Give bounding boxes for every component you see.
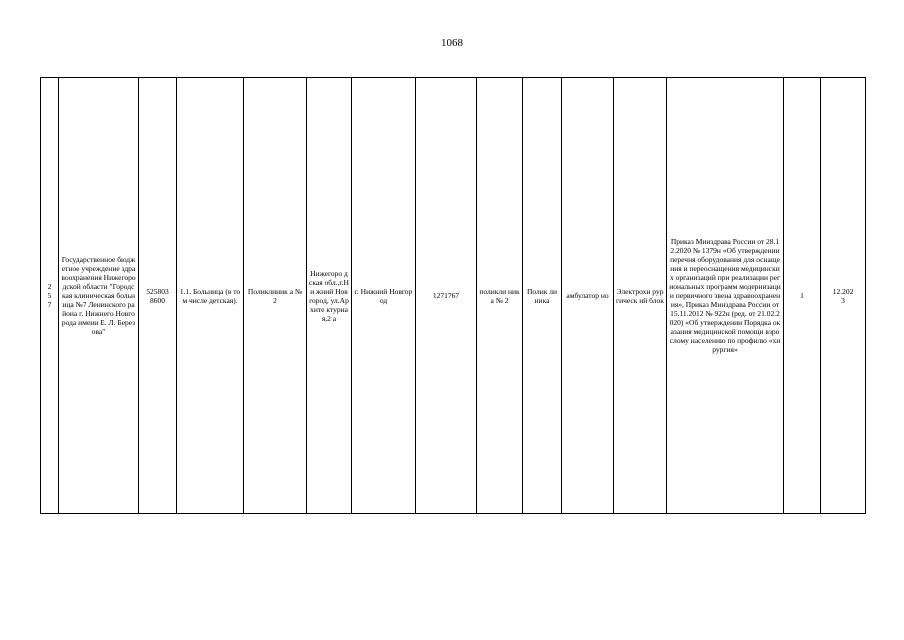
conditions-cell: амбулатор но — [562, 78, 614, 514]
page-number: 1068 — [441, 37, 463, 49]
basis-cell: Приказ Минздрава России от 28.12.2020 № 1379н «Об утверждении перечня оборудования для оснащения и переоснащения медицинских организаций при реализации региональных программ модернизации первичного звена здравоохранения», Приказ Минздрава России от 15.11.2012 № 922н (ред. от 21.02.2020) «Об утверждении Порядка оказания медицинской помощи взрослому населению по профилю «хирургия» — [667, 78, 784, 514]
date-cell: 12.202 3 — [821, 78, 866, 514]
category-cell: 1.1. Больница (в том числе детская). — [177, 78, 244, 514]
address-cell: Нижегоро дская обл.,г.Ни жний Новгород, ул.Архите ктурная,2 а — [307, 78, 352, 514]
table-row — [41, 78, 866, 514]
care-type-cell: Полик линика — [523, 78, 562, 514]
row-index-cell: 2 5 7 — [41, 78, 59, 514]
quantity-cell: 1 — [784, 78, 821, 514]
code-cell: 1271767 — [416, 78, 477, 514]
unit-cell: Поликлиник а № 2 — [244, 78, 307, 514]
block-cell: Электрохи рургическ ий блок — [614, 78, 667, 514]
organization-cell: Государственное бюджетное учреждение здравоохранения Нижегородской области "Городская клиническая больница №7 Ленинского района г. Нижнего Новгорода имени Е. Л. Березова" — [59, 78, 139, 514]
department-cell: поликли ника № 2 — [477, 78, 523, 514]
inn-cell: 525803 8600 — [139, 78, 177, 514]
equipment-table — [40, 77, 866, 514]
city-cell: г. Нижний Новгород — [352, 78, 416, 514]
